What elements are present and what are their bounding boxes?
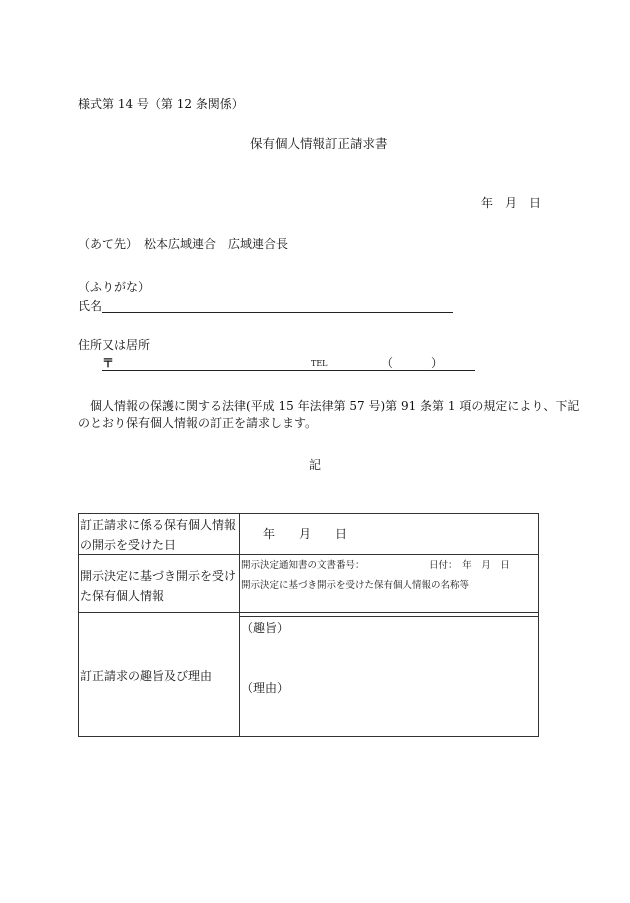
row1-date-value[interactable]: 年 月 日: [263, 527, 348, 541]
addressee: （あて先） 松本広域連合 広域連合長: [78, 237, 289, 251]
address-label: 住所又は居所: [78, 338, 151, 352]
request-table: [78, 513, 539, 737]
tel-paren-close: ）: [431, 356, 444, 370]
tel-mark: TEL: [311, 359, 328, 368]
row2-label-2: た保有個人情報: [80, 589, 165, 603]
tel-paren-open: （: [381, 356, 394, 370]
postal-mark: 〒: [102, 356, 115, 370]
form-number: 様式第 14 号（第 12 条関係）: [78, 97, 244, 111]
date-line: 年 月 日: [481, 196, 542, 210]
row1-label-1: 訂正請求に係る保有個人情報: [80, 518, 237, 532]
furigana-label: （ふりがな）: [78, 280, 151, 294]
address-underline[interactable]: [102, 370, 475, 371]
row3-reason[interactable]: （理由）: [241, 681, 290, 695]
page-title: 保有個人情報訂正請求書: [250, 136, 388, 151]
body-line-1: 個人情報の保護に関する法律(平成 15 年法律第 57 号)第 91 条第 1 項の規定により、下記: [90, 399, 580, 413]
row2-label-1: 開示決定に基づき開示を受け: [80, 569, 237, 583]
row1-label-2: の開示を受けた日: [80, 538, 177, 552]
name-underline[interactable]: [102, 312, 453, 313]
row2-doc-number[interactable]: 開示決定通知書の文書番号：: [241, 560, 365, 571]
column-divider: [239, 514, 240, 736]
row3-label: 訂正請求の趣旨及び理由: [80, 669, 213, 683]
name-label: 氏名: [78, 299, 103, 313]
row-divider-2: [79, 612, 538, 613]
row2-date[interactable]: 日付： 年 月 日: [429, 560, 510, 571]
row-divider-2b: [239, 616, 538, 617]
row3-purpose[interactable]: （趣旨）: [241, 621, 290, 635]
row2-info-name[interactable]: 開示決定に基づき開示を受けた保有個人情報の名称等: [241, 580, 470, 591]
body-line-2: のとおり保有個人情報の訂正を請求します。: [78, 416, 318, 430]
ki-heading: 記: [309, 458, 322, 472]
